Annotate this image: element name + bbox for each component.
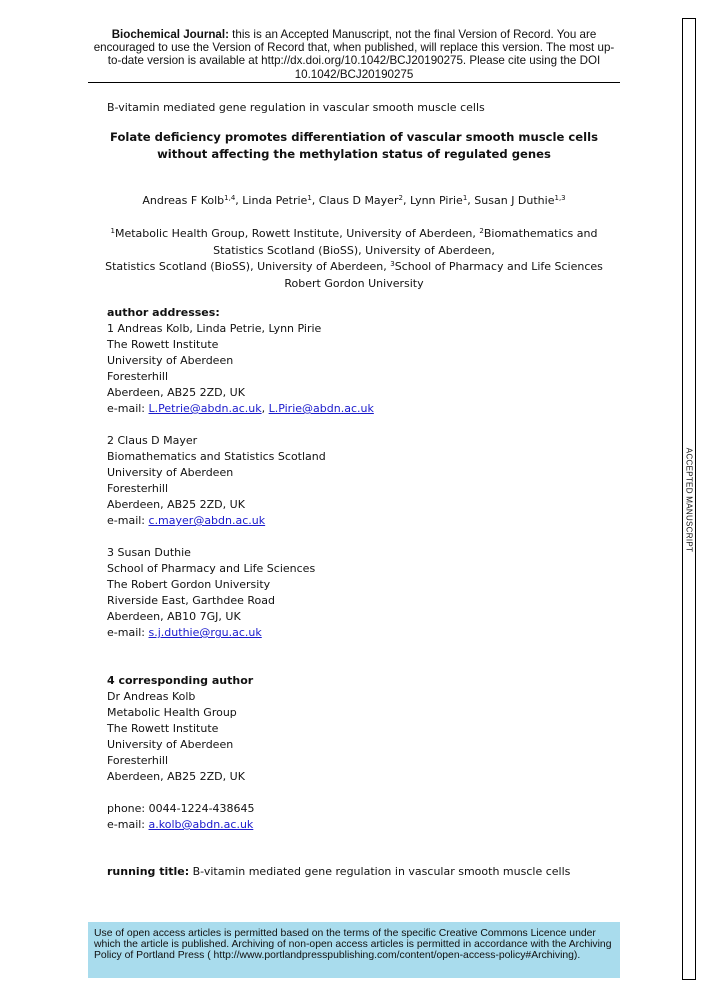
accepted-manuscript-banner [88,28,620,81]
author-name: Linda Petrie [242,194,308,207]
address-line: University of Aberdeen [107,738,234,751]
address-line: Aberdeen, AB25 2ZD, UK [107,770,245,783]
author-separator: , [467,194,475,207]
author-separator: , [402,194,410,207]
address-line: University of Aberdeen [107,354,234,367]
affiliation-text: Statistics Scotland (BioSS), University of Aberdeen, [105,260,391,273]
email-prefix: e-mail: [107,626,149,639]
author-separator: , [235,194,243,207]
banner-text: this is an Accepted Manuscript, not the final Version of Record. You are encouraged to use the Version of Record that, when published, will replace this version. The most up-to-date version is available at http://dx.doi.org/10.1042/BCJ20190275. Please cite using the DOI 10.1042/BCJ20190275 [93,28,615,81]
journal-name: Biochemical Journal: [111,28,229,41]
address-line: The Rowett Institute [107,722,219,735]
email-link-duthie[interactable]: s.j.duthie@rgu.ac.uk [148,626,262,639]
affiliation-mark: 1 [110,227,115,235]
side-watermark-label: ACCEPTED MANUSCRIPT [684,447,694,553]
author-separator: , [311,194,319,207]
affiliation-text: Robert Gordon University [284,276,424,290]
corresponding-author-heading: 4 corresponding author [107,674,254,687]
email-line [107,817,587,833]
address-block-2 [107,433,587,529]
email-line [107,513,587,529]
author-list [88,194,620,207]
affiliations [88,226,620,292]
email-prefix: e-mail: [107,818,149,831]
address-line: Foresterhill [107,754,168,767]
address-block-3 [107,545,587,641]
address-line: Biomathematics and Statistics Scotland [107,450,326,463]
address-line: Riverside East, Garthdee Road [107,594,275,607]
address-line: Foresterhill [107,482,168,495]
email-line [107,401,587,417]
author-affiliation-mark: 1 [462,194,468,202]
address-line: University of Aberdeen [107,466,234,479]
email-link-pirie[interactable]: L.Pirie@abdn.ac.uk [268,402,374,415]
affiliation-mark: 3 [390,260,395,268]
address-line: Aberdeen, AB25 2ZD, UK [107,386,245,399]
banner-divider [88,82,620,83]
author-name: Claus D Mayer [318,194,399,207]
address-line: Foresterhill [107,370,168,383]
address-line: Aberdeen, AB10 7GJ, UK [107,610,241,623]
email-prefix: e-mail: [107,514,149,527]
address-line: 3 Susan Duthie [107,546,191,559]
paper-title: Folate deficiency promotes differentiation of vascular smooth muscle cells without affecting the methylation status of regulated genes [110,130,598,161]
email-link-kolb[interactable]: a.kolb@abdn.ac.uk [148,818,254,831]
email-separator: , [261,402,269,415]
email-prefix: e-mail: [107,402,149,415]
author-affiliation-mark: 2 [398,194,403,202]
open-access-notice: Use of open access articles is permitted based on the terms of the specific Creative Commons Licence under which the article is published. Archiving of non-open access articles is permitted in accordance with the Archiving Policy of Portland Press ( http://www.portlandpresspublishing.com/content/open-access-policy#Archiving). [88,922,620,978]
running-title [107,865,570,878]
corresponding-author-block [107,673,587,833]
author-affiliation-mark: 1,4 [224,194,236,202]
affiliation-text: Biomathematics and Statistics Scotland (BioSS), University of Aberdeen, [213,227,598,257]
author-name: Susan J Duthie [474,194,555,207]
address-line: 2 Claus D Mayer [107,434,198,447]
affiliation-text: School of Pharmacy and Life Sciences [394,260,603,273]
address-line: The Rowett Institute [107,338,219,351]
author-name: Andreas F Kolb [142,194,225,207]
address-line: The Robert Gordon University [107,578,271,591]
affiliation-text: Metabolic Health Group, Rowett Institute, University of Aberdeen, [114,227,480,240]
addresses-heading: author addresses: [107,306,220,319]
address-line: Dr Andreas Kolb [107,690,196,703]
email-link-petrie[interactable]: L.Petrie@abdn.ac.uk [148,402,262,415]
phone-line: phone: 0044-1224-438645 [107,802,255,815]
address-line: Aberdeen, AB25 2ZD, UK [107,498,245,511]
affiliation-mark: 2 [479,227,484,235]
author-affiliation-mark: 1,3 [554,194,566,202]
running-title-text: B-vitamin mediated gene regulation in vascular smooth muscle cells [189,865,571,878]
running-title-label: running title: [107,865,190,878]
address-line: 1 Andreas Kolb, Linda Petrie, Lynn Pirie [107,322,322,335]
email-link-mayer[interactable]: c.mayer@abdn.ac.uk [148,514,266,527]
running-header: B-vitamin mediated gene regulation in vascular smooth muscle cells [107,101,485,114]
address-line: Metabolic Health Group [107,706,237,719]
author-affiliation-mark: 1 [307,194,312,202]
email-line [107,625,587,641]
author-name: Lynn Pirie [409,194,463,207]
address-block-1 [107,305,587,417]
address-line: School of Pharmacy and Life Sciences [107,562,316,575]
